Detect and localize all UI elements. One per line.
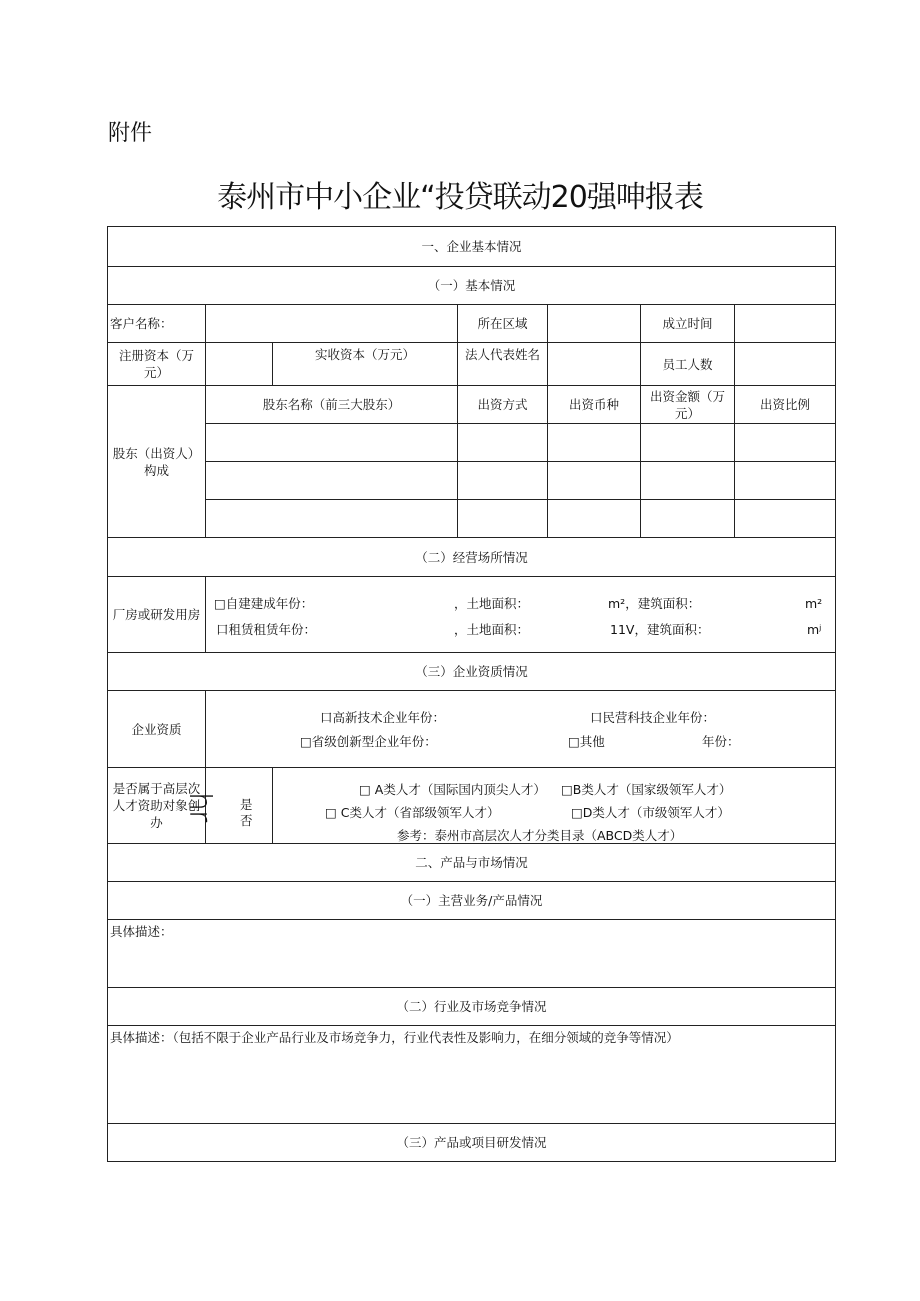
talent-c-option[interactable]: □ C类人才（省部级领军人才） xyxy=(325,804,500,820)
subsection-rnd: （三）产品或项目研发情况 xyxy=(108,1124,836,1162)
reg-capital-field[interactable] xyxy=(206,343,273,386)
sh-cell[interactable] xyxy=(206,424,458,462)
qualification-label: 企业资质 xyxy=(108,691,206,768)
founded-field[interactable] xyxy=(735,305,836,343)
subsection-premises: （二）经营场所情况 xyxy=(108,538,836,577)
premises-details xyxy=(206,577,836,653)
area-unit: m² xyxy=(805,595,823,611)
land-area-label-2: ，土地面积： xyxy=(454,621,530,637)
section-basic-info: 一、企业基本情况 xyxy=(108,227,836,267)
region-label: 所在区域 xyxy=(458,305,548,343)
sh-header-currency: 出资币种 xyxy=(548,386,641,424)
subsection-qualification: （三）企业资质情况 xyxy=(108,653,836,691)
talent-no-option[interactable]: 否 xyxy=(240,812,253,828)
area-unit-2: mʲ xyxy=(807,621,822,637)
talent-a-option[interactable]: □ A类人才（国际国内顶尖人才） xyxy=(359,781,546,797)
talent-label: 是否属于高层次人才资助对象创办 xyxy=(108,768,206,844)
attachment-label: 附件 xyxy=(108,121,153,146)
sh-cell[interactable] xyxy=(735,500,836,538)
application-form-grid xyxy=(107,226,836,1162)
talent-yes-no xyxy=(182,768,273,844)
hitech-option[interactable]: 口高新技术企业年份： xyxy=(320,710,446,725)
competition-desc[interactable]: 具体描述：（包括不限于企业产品行业及市场竞争力，行业代表性及影响力，在细分领域的竞争等情况） xyxy=(108,1026,836,1124)
employees-label: 员工人数 xyxy=(641,343,735,386)
shareholders-label: 股东（出资人）构成 xyxy=(108,386,206,538)
page-title: 泰州市中小企业“投贷联动20强呻报表 xyxy=(217,180,703,215)
land-area-label: ，土地面积： xyxy=(454,595,530,611)
reg-capital-label: 注册资本（万元） xyxy=(108,343,206,386)
building-area-label: m²，建筑面积： xyxy=(608,595,701,611)
sh-header-name: 股东名称（前三大股东） xyxy=(206,386,458,424)
sh-cell[interactable] xyxy=(735,462,836,500)
sh-cell[interactable] xyxy=(548,462,641,500)
sh-header-method: 出资方式 xyxy=(458,386,548,424)
subsection-main-business: （一）主营业务/产品情况 xyxy=(108,882,836,920)
other-option[interactable]: □其他 xyxy=(568,734,605,749)
sh-cell[interactable] xyxy=(548,500,641,538)
sh-cell[interactable] xyxy=(458,462,548,500)
employees-field[interactable] xyxy=(735,343,836,386)
main-business-desc[interactable]: 具体描述： xyxy=(108,920,836,988)
year-label: 年份： xyxy=(702,734,740,749)
sh-cell[interactable] xyxy=(641,500,735,538)
sh-header-amount: 出资金额（万元） xyxy=(641,386,735,424)
sh-header-ratio: 出资比例 xyxy=(735,386,836,424)
sh-cell[interactable] xyxy=(458,500,548,538)
region-field[interactable] xyxy=(548,305,641,343)
talent-yes-option[interactable]: 是 xyxy=(240,796,253,812)
sh-cell[interactable] xyxy=(641,424,735,462)
sh-cell[interactable] xyxy=(206,462,458,500)
legal-rep-field[interactable] xyxy=(548,343,641,386)
qualification-details xyxy=(206,691,836,768)
talent-d-option[interactable]: □D类人才（市级领军人才） xyxy=(571,804,730,820)
subsection-basic: （一）基本情况 xyxy=(108,267,836,305)
provincial-option[interactable]: □省级创新型企业年份： xyxy=(300,734,437,749)
rent-option[interactable]: 口租赁租赁年份： xyxy=(216,621,317,637)
own-built-option[interactable]: □自建建成年份： xyxy=(214,595,314,611)
subsection-competition: （二）行业及市场竞争情况 xyxy=(108,988,836,1026)
founded-label: 成立时间 xyxy=(641,305,735,343)
premises-label: 厂房或研发用房 xyxy=(108,577,206,653)
sh-cell[interactable] xyxy=(206,500,458,538)
talent-reference: 参考：泰州市高层次人才分类目录（ABCD类人才） xyxy=(397,827,683,843)
sh-cell[interactable] xyxy=(548,424,641,462)
sh-cell[interactable] xyxy=(641,462,735,500)
section-product-market: 二、产品与市场情况 xyxy=(108,844,836,882)
sh-cell[interactable] xyxy=(458,424,548,462)
sh-cell[interactable] xyxy=(735,424,836,462)
talent-categories xyxy=(273,768,836,844)
customer-name-field[interactable] xyxy=(206,305,458,343)
talent-b-option[interactable]: □B类人才（国家级领军人才） xyxy=(561,781,732,797)
legal-rep-label: 法人代表姓名 xyxy=(458,343,548,386)
customer-name-label: 客户名称： xyxy=(108,305,206,343)
private-tech-option[interactable]: 口民营科技企业年份： xyxy=(590,710,716,725)
building-area-label-2: 11V，建筑面积： xyxy=(610,621,710,637)
paid-capital-label: 实收资本（万元） xyxy=(273,343,458,386)
talent-mark: hr xyxy=(182,791,217,821)
